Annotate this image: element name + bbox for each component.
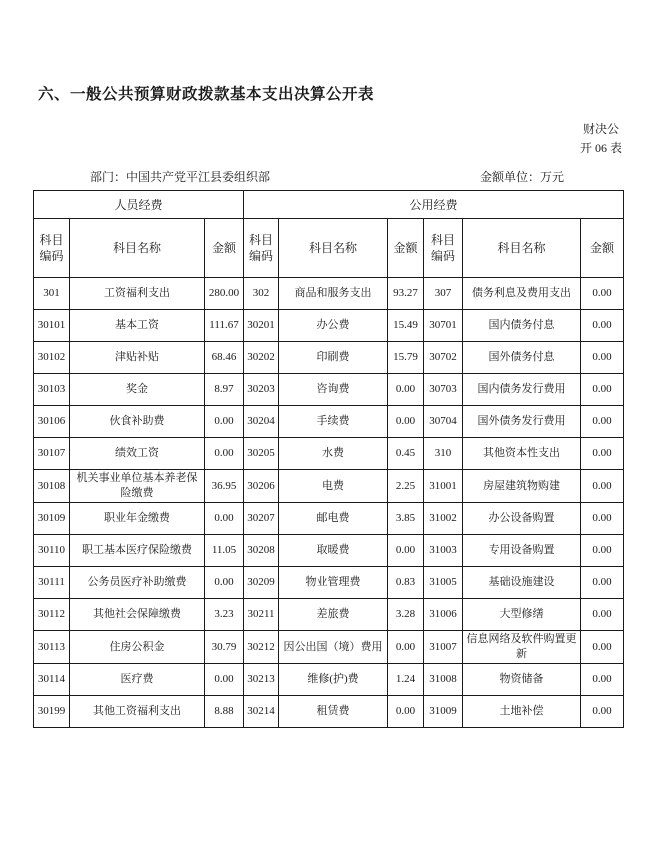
subject-code-cell: 30108 [34, 470, 70, 503]
subject-name-cell: 因公出国（境）费用 [279, 631, 388, 664]
table-row [34, 374, 624, 406]
column-header-amount: 金额 [388, 219, 424, 278]
subject-code-cell: 30703 [424, 374, 463, 406]
subject-name-cell: 邮电费 [279, 503, 388, 535]
subject-name-cell: 专用设备购置 [463, 535, 581, 567]
amount-cell: 0.00 [581, 310, 624, 342]
amount-cell: 3.23 [205, 599, 244, 631]
subject-name-cell: 职业年金缴费 [70, 503, 205, 535]
amount-cell: 0.00 [205, 438, 244, 470]
amount-cell: 0.00 [205, 567, 244, 599]
table-row [34, 310, 624, 342]
amount-cell: 0.00 [388, 696, 424, 728]
subject-code-cell: 30208 [244, 535, 279, 567]
table-row [34, 599, 624, 631]
amount-cell: 0.00 [581, 503, 624, 535]
table-body [34, 278, 624, 728]
group-header-row [34, 191, 624, 219]
subject-name-cell: 奖金 [70, 374, 205, 406]
column-header-row [34, 219, 624, 278]
group-header-personnel: 人员经费 [34, 191, 244, 219]
amount-cell: 0.00 [581, 567, 624, 599]
unit-label: 金额单位：万元 [480, 170, 565, 184]
subject-name-cell: 房屋建筑物购建 [463, 470, 581, 503]
group-header-public: 公用经费 [244, 191, 624, 219]
amount-cell: 0.00 [581, 374, 624, 406]
subject-code-cell: 307 [424, 278, 463, 310]
table-row [34, 631, 624, 664]
subject-code-cell: 31001 [424, 470, 463, 503]
subject-name-cell: 咨询费 [279, 374, 388, 406]
subject-name-cell: 土地补偿 [463, 696, 581, 728]
subject-code-cell: 31009 [424, 696, 463, 728]
table-row [34, 470, 624, 503]
form-code-line1: 财决公 [582, 122, 619, 136]
subject-name-cell: 工资福利支出 [70, 278, 205, 310]
column-header-code: 科目编码 [424, 219, 463, 278]
subject-code-cell: 30206 [244, 470, 279, 503]
subject-name-cell: 租赁费 [279, 696, 388, 728]
subject-code-cell: 30109 [34, 503, 70, 535]
subject-name-cell: 国外债务付息 [463, 342, 581, 374]
amount-cell: 0.00 [581, 470, 624, 503]
amount-cell: 0.00 [388, 374, 424, 406]
subject-code-cell: 30203 [244, 374, 279, 406]
subject-code-cell: 30214 [244, 696, 279, 728]
amount-cell: 0.00 [388, 535, 424, 567]
column-header-code: 科目编码 [34, 219, 70, 278]
amount-cell: 0.00 [581, 664, 624, 696]
table-row [34, 567, 624, 599]
subject-name-cell: 电费 [279, 470, 388, 503]
amount-cell: 0.83 [388, 567, 424, 599]
amount-cell: 3.85 [388, 503, 424, 535]
table-row [34, 696, 624, 728]
subject-name-cell: 公务员医疗补助缴费 [70, 567, 205, 599]
subject-name-cell: 伙食补助费 [70, 406, 205, 438]
subject-code-cell: 30211 [244, 599, 279, 631]
subject-code-cell: 30112 [34, 599, 70, 631]
column-header-code: 科目编码 [244, 219, 279, 278]
subject-code-cell: 30111 [34, 567, 70, 599]
subject-code-cell: 31008 [424, 664, 463, 696]
amount-cell: 8.88 [205, 696, 244, 728]
subject-name-cell: 住房公积金 [70, 631, 205, 664]
subject-code-cell: 30212 [244, 631, 279, 664]
subject-code-cell: 30204 [244, 406, 279, 438]
table-row [34, 664, 624, 696]
subject-code-cell: 30205 [244, 438, 279, 470]
column-header-amount: 金额 [205, 219, 244, 278]
budget-table [33, 190, 624, 728]
table-row [34, 278, 624, 310]
amount-cell: 93.27 [388, 278, 424, 310]
subject-name-cell: 物业管理费 [279, 567, 388, 599]
amount-cell: 0.00 [581, 278, 624, 310]
subject-code-cell: 30107 [34, 438, 70, 470]
amount-cell: 8.97 [205, 374, 244, 406]
subject-name-cell: 职工基本医疗保险缴费 [70, 535, 205, 567]
amount-cell: 36.95 [205, 470, 244, 503]
amount-cell: 0.00 [581, 631, 624, 664]
form-code [580, 120, 622, 158]
subject-code-cell: 30704 [424, 406, 463, 438]
amount-cell: 15.79 [388, 342, 424, 374]
subject-code-cell: 30199 [34, 696, 70, 728]
subject-name-cell: 差旅费 [279, 599, 388, 631]
column-header-name: 科目名称 [463, 219, 581, 278]
subject-code-cell: 30113 [34, 631, 70, 664]
department-label: 部门：中国共产党平江县委组织部 [90, 170, 271, 184]
amount-cell: 30.79 [205, 631, 244, 664]
amount-cell: 0.00 [205, 664, 244, 696]
amount-cell: 0.00 [388, 631, 424, 664]
subject-name-cell: 手续费 [279, 406, 388, 438]
subject-name-cell: 办公费 [279, 310, 388, 342]
amount-cell: 3.28 [388, 599, 424, 631]
amount-cell: 0.00 [581, 406, 624, 438]
subject-name-cell: 取暖费 [279, 535, 388, 567]
table-row [34, 535, 624, 567]
table-row [34, 406, 624, 438]
subject-code-cell: 30209 [244, 567, 279, 599]
amount-cell: 11.05 [205, 535, 244, 567]
subject-code-cell: 31003 [424, 535, 463, 567]
subject-name-cell: 物资储备 [463, 664, 581, 696]
subject-name-cell: 商品和服务支出 [279, 278, 388, 310]
amount-cell: 0.00 [581, 438, 624, 470]
subject-name-cell: 债务利息及费用支出 [463, 278, 581, 310]
subject-code-cell: 31006 [424, 599, 463, 631]
amount-cell: 0.00 [581, 696, 624, 728]
column-header-name: 科目名称 [279, 219, 388, 278]
subject-code-cell: 310 [424, 438, 463, 470]
amount-cell: 1.24 [388, 664, 424, 696]
subject-code-cell: 30110 [34, 535, 70, 567]
subject-name-cell: 国内债务付息 [463, 310, 581, 342]
amount-cell: 15.49 [388, 310, 424, 342]
amount-cell: 2.25 [388, 470, 424, 503]
subject-code-cell: 301 [34, 278, 70, 310]
subject-name-cell: 信息网络及软件购置更新 [463, 631, 581, 664]
page-title: 六、一般公共预算财政拨款基本支出决算公开表 [38, 86, 375, 103]
subject-name-cell: 维修(护)费 [279, 664, 388, 696]
subject-code-cell: 30101 [34, 310, 70, 342]
amount-cell: 68.46 [205, 342, 244, 374]
subject-code-cell: 30103 [34, 374, 70, 406]
subject-name-cell: 印刷费 [279, 342, 388, 374]
subject-code-cell: 30202 [244, 342, 279, 374]
subject-name-cell: 其他资本性支出 [463, 438, 581, 470]
subject-code-cell: 31007 [424, 631, 463, 664]
subject-name-cell: 其他工资福利支出 [70, 696, 205, 728]
subject-code-cell: 31002 [424, 503, 463, 535]
amount-cell: 0.00 [205, 503, 244, 535]
subject-name-cell: 办公设备购置 [463, 503, 581, 535]
form-code-line2: 开 06 表 [579, 141, 622, 155]
subject-name-cell: 绩效工资 [70, 438, 205, 470]
subject-name-cell: 津贴补贴 [70, 342, 205, 374]
subject-code-cell: 302 [244, 278, 279, 310]
subject-code-cell: 30201 [244, 310, 279, 342]
subject-code-cell: 30701 [424, 310, 463, 342]
amount-cell: 0.00 [581, 599, 624, 631]
subject-name-cell: 水费 [279, 438, 388, 470]
subject-name-cell: 基础设施建设 [463, 567, 581, 599]
subject-name-cell: 国内债务发行费用 [463, 374, 581, 406]
subject-name-cell: 医疗费 [70, 664, 205, 696]
column-header-name: 科目名称 [70, 219, 205, 278]
subject-name-cell: 国外债务发行费用 [463, 406, 581, 438]
amount-cell: 0.00 [388, 406, 424, 438]
subject-code-cell: 30114 [34, 664, 70, 696]
amount-cell: 0.00 [581, 342, 624, 374]
subject-code-cell: 30102 [34, 342, 70, 374]
column-header-amount: 金额 [581, 219, 624, 278]
amount-cell: 0.00 [205, 406, 244, 438]
subject-name-cell: 机关事业单位基本养老保险缴费 [70, 470, 205, 503]
subject-code-cell: 30702 [424, 342, 463, 374]
subject-code-cell: 30207 [244, 503, 279, 535]
subject-name-cell: 基本工资 [70, 310, 205, 342]
amount-cell: 280.00 [205, 278, 244, 310]
amount-cell: 0.45 [388, 438, 424, 470]
amount-cell: 111.67 [205, 310, 244, 342]
amount-cell: 0.00 [581, 535, 624, 567]
subject-code-cell: 30106 [34, 406, 70, 438]
table-row [34, 503, 624, 535]
subject-code-cell: 31005 [424, 567, 463, 599]
table-row [34, 342, 624, 374]
subject-code-cell: 30213 [244, 664, 279, 696]
subject-name-cell: 其他社会保障缴费 [70, 599, 205, 631]
table-row [34, 438, 624, 470]
subject-name-cell: 大型修缮 [463, 599, 581, 631]
